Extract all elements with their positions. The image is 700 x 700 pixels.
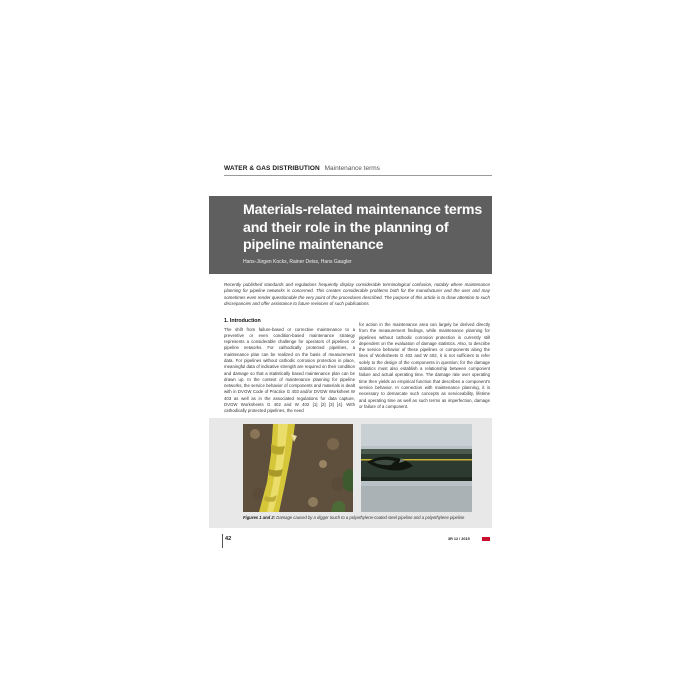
section-title: WATER & GAS DISTRIBUTION: [224, 165, 320, 172]
photo-coated-steel-pipe: [243, 424, 353, 512]
article-title: Materials-related maintenance terms and their role in the planning of pipeline maintenance: [243, 202, 483, 253]
page-number: 42: [225, 536, 232, 542]
body-text-right: for action in the maintenance area can largely be derived directly from the measurement findings, while maintenance planning for pipelines without cathodic corrosion protection is currently still dependent on the evaluation of damage statistics. Also, to describe the service behavior of these pipelines or components along the lines of Worksheets G 402 and W 402, it is not sufficient to refer solely to the design of the components in question; for the damage statistics must also establish a relationship between component failure and actual operating time. The damage rate over operating time then yields an empirical function that describes a component's service behavior. In connection with maintenance planning, it is necessary to demarcate such concepts as serviceability, lifetime and operating time as well as such terms as imperfection, damage or failure of a component.: [359, 322, 490, 409]
text-column-left: [224, 318, 355, 415]
figure-caption-text: Damage caused by a digger touch to a polyethylene-coated steel pipeline and a polyethylene pipeline: [275, 515, 465, 520]
body-text-left: The shift from failure-based or corrective maintenance to a preventive or even condition-based maintenance strategy represents a considerable challenge for operators of pipelines or pipeline networks. For cathodically protected pipelines, a maintenance plan can be realized on the basis of measurement data. For pipelines without cathodic corrosion protection in place, meaningful data of indicative strength are required on their condition and damage so that a statistically based maintenance plan can be drawn up. In the context of maintenance planning for pipeline networks, the service behavior of components and materials is dealt with in DVGW Code of Practice G 403 and/or DVGW Worksheet W 403 as well as in the associated regulations for data capture, DVGW Worksheets G 402 and W 402 [1] [2] [3] [4]. With cathodically protected pipelines, the need: [224, 326, 355, 414]
header-rule: [224, 175, 492, 176]
title-banner: [209, 196, 492, 274]
footer-rule: [222, 534, 223, 548]
text-column-right: [359, 322, 490, 410]
figure-label: Figures 1 and 2:: [243, 515, 276, 520]
article-authors: Hans-Jürgen Kocks, Rainer Deiss, Hans Gaugler: [243, 259, 352, 265]
publication-logo-icon: [482, 537, 490, 541]
section-heading: 1. Introduction: [224, 318, 261, 324]
photo-polyethylene-pipe: [361, 424, 472, 512]
publication-name: 3R 12 / 2015: [448, 537, 470, 541]
figure-panel: [209, 418, 492, 528]
section-header: [224, 163, 494, 175]
section-subtitle: Maintenance terms: [324, 165, 380, 172]
figure-caption: [243, 515, 488, 521]
article-abstract: Recently published standards and regulations frequently display considerable terminological confusion, notably where maintenance planning for pipeline networks is concerned. This creates considerable problems both for the manufacturer and the user and may sometimes even render questionable the very point of the procedures described. The purpose of this article is to draw attention to such discrepancies and offer assistance to future revisions of such publications.: [224, 282, 490, 307]
